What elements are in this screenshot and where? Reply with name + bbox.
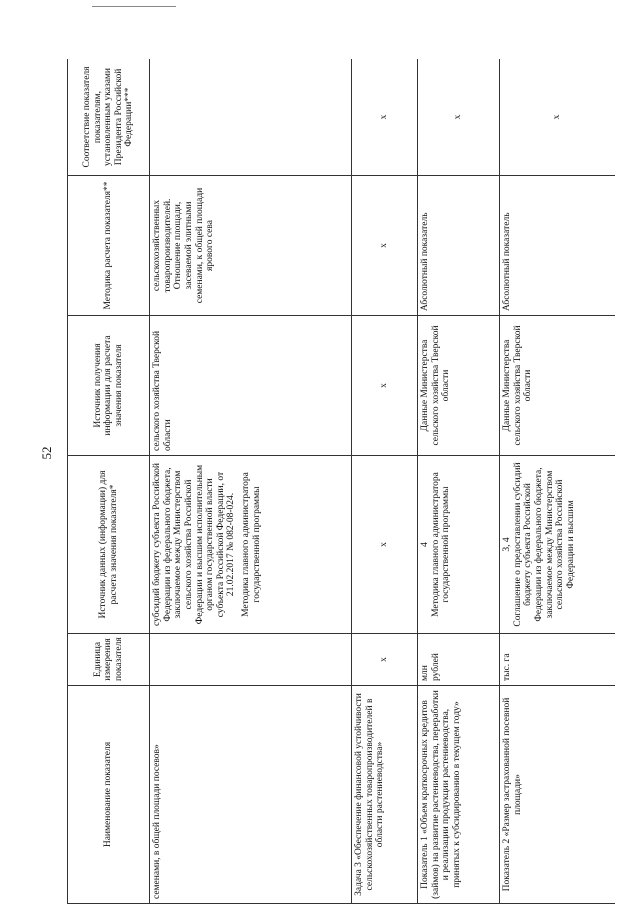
header-source-info: Источник получения информации для расчета значения показателя [68, 316, 150, 456]
table-row [500, 59, 616, 904]
row2-unit: x [352, 634, 418, 686]
row1-source-data [150, 456, 352, 634]
indicators-table [67, 59, 615, 904]
row1-source-info: сельского хозяйства Тверской области [150, 316, 352, 456]
rotated-table-area [67, 59, 615, 904]
row2-method: x [352, 176, 418, 316]
top-rule [92, 6, 176, 7]
row4-source-num: 3, 4 [502, 537, 512, 552]
row4-compliance: x [500, 59, 616, 176]
row3-source [418, 456, 500, 634]
header-source-data: Источник данных (информации) для расчета значения показателя* [68, 456, 150, 634]
row1-source-data-1: субсидий бюджету субъекта Российской Федерации из федерального бюджета, заключаемое между Министерством сельского хозяйства Российской Федерации и высшим исполнительным органом государственной власти субъекта Российской Федерации, от 21.02.2017 № 082-08-024. [152, 463, 237, 626]
row4-name: Показатель 2 «Размер застрахованной посевной площади» [500, 686, 616, 904]
row3-source-info: Данные Министерства сельского хозяйства Тверской области [418, 316, 500, 456]
row3-source-num: 4 [420, 542, 430, 547]
table-row [150, 59, 352, 904]
row2-name: Задача 3 «Обеспечение финансовой устойчивости сельскохозяйственных товаропроизводителей в области растениеводства» [352, 686, 418, 904]
header-name: Наименование показателя [68, 686, 150, 904]
table-row [418, 59, 500, 904]
row1-source-data-2: Методика главного администратора государственной программы [241, 472, 262, 617]
row1-name: семенами, в общей площади посевов» [150, 686, 352, 904]
row2-source-data: x [352, 456, 418, 634]
row3-method: Абсолютный показатель [418, 176, 500, 316]
row2-compliance: x [352, 59, 418, 176]
header-compliance: Соответствие показателя показателям, установленным указами Президента Российской Федерации*** [68, 59, 150, 176]
table-row [352, 59, 418, 904]
header-method: Методика расчета показателя** [68, 176, 150, 316]
row4-method: Абсолютный показатель [500, 176, 616, 316]
header-unit: Единица измерения показателя [68, 634, 150, 686]
row4-source [500, 456, 616, 634]
page-number: 52 [39, 446, 54, 460]
header-row [68, 59, 150, 904]
row1-unit [150, 634, 352, 686]
row3-compliance: x [418, 59, 500, 176]
row3-unit: млн рублей [418, 634, 500, 686]
row4-source-data: Соглашение о предоставлении субсидий бюджету субъекта Российской Федерации из федерального бюджета, заключаемое между Министерством сельского хозяйства Российской Федерации и высшим [512, 462, 576, 627]
row2-source-info: x [352, 316, 418, 456]
table-sheet [67, 59, 615, 904]
row3-name: Показатель 1 «Объем краткосрочных кредитов (займов) на развитие растениеводства, переработки и реализации продукции растениеводства, принятых к субсидированию в текущем году» [418, 686, 500, 904]
row4-unit: тыс. га [500, 634, 616, 686]
row3-source-data: Методика главного администратора государственной программы [430, 472, 452, 617]
row1-compliance [150, 59, 352, 176]
row1-method: сельскохозяйственных товаропроизводителей. Отношение площади, засеваемой элитными семенами, к общей площади ярового сева [150, 176, 352, 316]
row4-source-info: Данные Министерства сельского хозяйства Тверской области [500, 316, 616, 456]
